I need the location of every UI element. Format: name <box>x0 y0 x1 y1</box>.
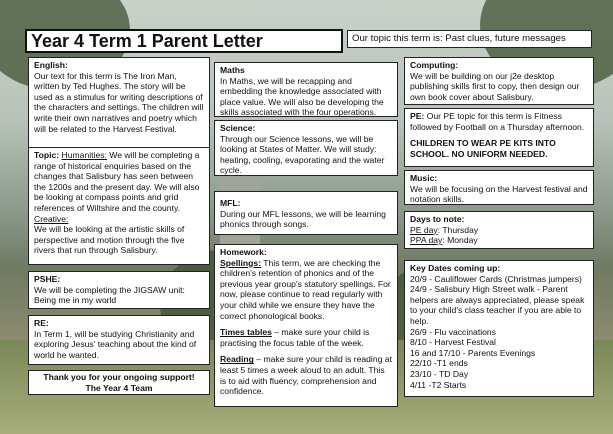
pshe-heading: PSHE: <box>34 274 61 284</box>
thanks-line2: The Year 4 Team <box>85 382 153 393</box>
computing-box <box>404 57 594 105</box>
times-paragraph <box>220 327 392 348</box>
pe-day-row <box>410 225 588 236</box>
reading-text: – make sure your child is reading at least 5 times a week aloud to an adult. This is to aid with fluency, comprehension and confidence. <box>220 354 392 397</box>
pe-body: Our PE topic for this term is Fitness followed by Football on a Thursday afternoon. <box>410 111 585 132</box>
key-dates-heading: Key Dates coming up: <box>410 263 501 273</box>
spellings-text: This term, we are checking the children's retention of phonics and of the previous year group's statutory spellings. For now, please continue to read regularly with your child while we ensure they have the correct phonological books. <box>220 257 391 321</box>
page-title: Year 4 Term 1 Parent Letter <box>25 29 343 53</box>
key-date-item: 8/10 - Harvest Festival <box>410 337 496 348</box>
pe-box <box>404 108 594 167</box>
thanks-line1: Thank you for your ongoing support! <box>43 372 195 382</box>
spellings-paragraph <box>220 258 392 322</box>
pe-day-value: : Thursday <box>437 224 479 235</box>
english-body: Our text for this term is The Iron Man, written by Ted Hughes. The story will be used as a stimulus for writing descriptions of the characters and settings. The children will write their own narratives and poetry which will be related to the Harvest Festival. <box>34 70 204 134</box>
pshe-box <box>28 271 210 309</box>
key-date-item: 26/9 - Flu vaccinations <box>410 326 496 337</box>
thanks-box <box>28 370 210 395</box>
key-date-item: 16 and 17/10 - Parents Evenings <box>410 347 536 358</box>
topic-paragraph <box>34 150 204 214</box>
science-heading: Science: <box>220 123 256 133</box>
music-box <box>404 170 594 205</box>
days-box <box>404 211 594 249</box>
spellings-label: Spellings: <box>220 257 262 268</box>
key-date-item: 20/9 - Cauliflower Cards (Christmas jumpers) <box>410 273 582 284</box>
maths-heading: Maths <box>220 65 245 75</box>
re-body: In Term 1, will be studying Christianity and exploring Jesus' teaching about the kind of world he wanted. <box>34 328 197 360</box>
science-body: Through our Science lessons, we will be looking at States of Matter. We will study: heating, cooling, evaporating and the water cycle. <box>220 133 385 176</box>
science-box <box>214 120 398 176</box>
ppa-day-value: : Monday <box>442 235 478 246</box>
pshe-body: We will be completing the JIGSAW unit: Being me in my world <box>34 284 185 306</box>
pe-day-label: PE day <box>410 224 438 235</box>
reading-label: Reading <box>220 354 254 365</box>
key-date-item: 4/11 -T2 Starts <box>410 379 467 390</box>
humanities-label: Humanities: <box>61 150 107 160</box>
pe-paragraph <box>410 111 588 132</box>
days-heading: Days to note: <box>410 214 465 224</box>
mfl-body: During our MFL lessons, we will be learning phonics through songs. <box>220 208 386 230</box>
pe-heading: PE: <box>410 111 425 121</box>
english-box <box>28 57 210 148</box>
pe-notice: CHILDREN TO WEAR PE KITS INTO SCHOOL. NO UNIFORM NEEDED. <box>410 138 556 159</box>
computing-body: We will be building on our j2e desktop publishing skills first to copy, then design our own book cover about Salisbury. <box>410 70 580 102</box>
ppa-day-label: PPA day <box>410 235 443 246</box>
creative-label: Creative: <box>34 213 69 224</box>
topic-line: Our topic this term is: Past clues, future messages <box>347 30 592 48</box>
computing-heading: Computing: <box>410 60 459 70</box>
homework-box <box>214 244 398 407</box>
key-date-item: 22/10 -T1 ends <box>410 358 468 369</box>
music-heading: Music: <box>410 173 438 183</box>
re-heading: RE: <box>34 318 49 328</box>
music-body: We will be focusing on the Harvest festival and notation skills. <box>410 183 588 205</box>
english-heading: English: <box>34 60 68 70</box>
maths-body: In Maths, we will be recapping and embedding the knowledge associated with place value. We will also be developing the skills associated with the four operations. <box>220 75 384 118</box>
times-text: – make sure your child is practising the focus table of the week. <box>220 327 370 348</box>
re-box <box>28 315 210 365</box>
maths-box <box>214 62 398 117</box>
homework-heading: Homework: <box>220 247 267 257</box>
times-label: Times tables <box>220 327 272 338</box>
key-date-item: 23/10 - TD Day <box>410 368 469 379</box>
mfl-heading: MFL: <box>220 198 241 208</box>
key-dates-box <box>404 260 594 397</box>
mfl-box <box>214 191 398 235</box>
key-date-item: 24/9 - Salisbury High Street walk - Parent helpers are always appreciated, please speak to your child's class teacher if you are able to help. <box>410 284 585 326</box>
creative-text: We will be looking at the artistic skills of perspective and motion through the five rivers that run through Salisbury. <box>34 224 185 256</box>
humanities-text: We will be completing a range of historical enquiries based on the changes that Salisbury has seen between the 1200s and the present day. We will also be looking at compass points and grid references of Wiltshire and the county. <box>34 150 200 213</box>
topic-heading: Topic: <box>34 150 60 160</box>
ppa-day-row <box>410 235 588 246</box>
topic-box <box>28 147 210 265</box>
reading-paragraph <box>220 354 392 396</box>
